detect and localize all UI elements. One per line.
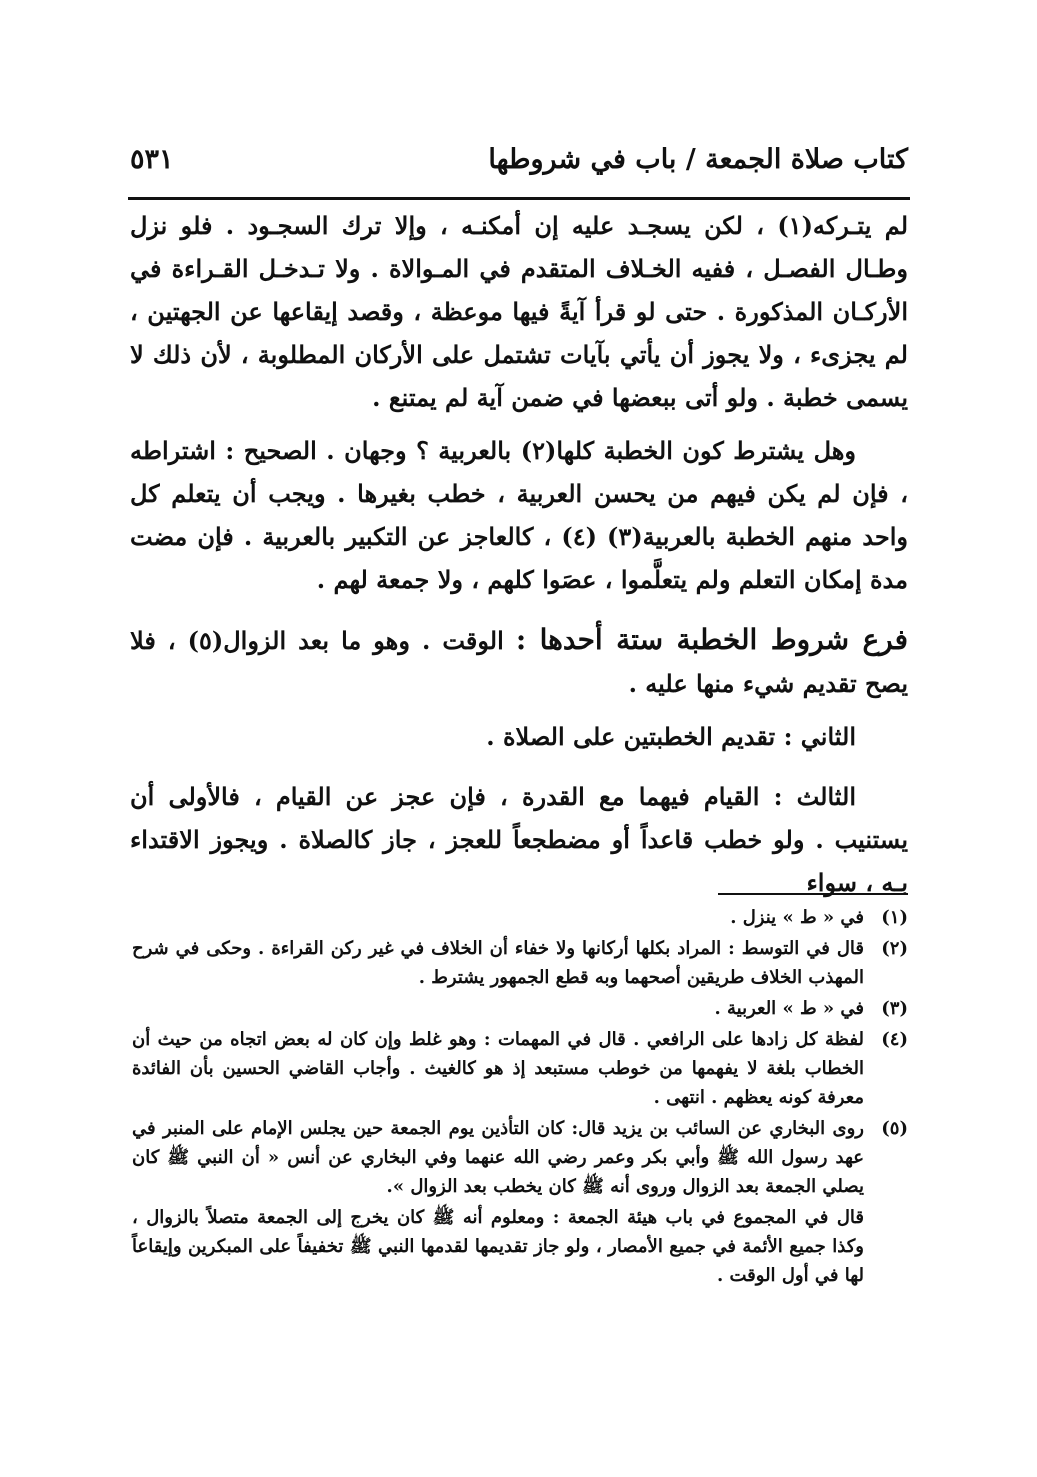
paragraph-3: [130, 618, 908, 705]
header-title: كتاب صلاة الجمعة / باب في شروطها: [488, 144, 908, 175]
branch-heading: فرع شروط الخطبة ستة أحدها :: [515, 623, 909, 656]
footnote-3: [132, 994, 908, 1023]
footnotes: [132, 903, 908, 1290]
paragraph-5: الثالث : القيام فيهما مع القدرة ، فإن عجز عن القيام ، فالأولى أن يستنيب . ولو خطب قاعداً أو مضطجعاً للعجز ، جاز كالصلاة . ويجوز الاقتداء بـه ، سواء: [130, 782, 908, 897]
footnote-text: في « ط » ينزل .: [730, 907, 864, 928]
footnote-text: لفظة كل زادها على الرافعي . قال في المهمات : وهو غلط وإن كان له بعض اتجاه من حيث أن الخطاب بلغة لا يفهمها من خوطب مستبعد إذ هو كالغيث . وأجاب القاضي الحسين بأن الفائدة معرفة كونه يعظهم . انتهى .: [132, 1029, 864, 1108]
footnote-number: (٥): [881, 1118, 908, 1139]
footnote-1: [132, 903, 908, 932]
running-header: [130, 140, 908, 190]
paragraph-3-text: الوقت . وهو ما بعد الزوال(٥) ، فلا يصح تقديم شيء منها عليه .: [130, 626, 908, 698]
header-divider: [128, 197, 910, 200]
footnote-2: [132, 934, 908, 992]
footnote-5-continuation: قال في المجموع في باب هيئة الجمعة : ومعلوم أنه ﷺ كان يخرج إلى الجمعة متصلاً بالزوال ، وكذا جميع الأئمة في جميع الأمصار ، ولو جاز تقديمها لقدمها النبي ﷺ تخفيفاً على المبكرين وإيقاعاً لها في أول الوقت .: [132, 1207, 864, 1286]
footnote-divider: [718, 893, 908, 895]
paragraph-1: لم يتـركه(١) ، لكن يسجـد عليه إن أمكنـه ، وإلا ترك السجـود . فلو نزل وطـال الفصـل ، ففيه الخـلاف المتقدم في المـوالاة . ولا تـدخـل القـراءة في الأركـان المذكورة . حتى لو قرأ آيةً فيها موعظة ، وقصد إيقاعها عن الجهتين ، لم يجزىء ، ولا يجوز أن يأتي بآيات تشتمل على الأركان المطلوبة ، لأن ذلك لا يسمى خطبة . ولو أتى ببعضها في ضمن آية لم يمتنع .: [130, 211, 908, 412]
footnote-number: (٤): [881, 1029, 908, 1050]
footnote-4: [132, 1025, 908, 1112]
footnote-text: قال في التوسط : المراد بكلها أركانها ولا خفاء أن الخلاف في غير ركن القراءة . وحكى في شرح المهذب الخلاف طريقين أصحهما وبه قطع الجمهور يشترط .: [132, 938, 864, 988]
paragraph-4: الثاني : تقديم الخطبتين على الصلاة .: [486, 722, 856, 751]
page-number: ٥٣١: [130, 144, 174, 175]
footnote-text: روى البخاري عن السائب بن يزيد قال: كان التأذين يوم الجمعة حين يجلس الإمام على المنبر في عهد رسول الله ﷺ وأبي بكر وعمر رضي الله عنهما وفي البخاري عن أنس « أن النبي ﷺ كان يصلي الجمعة بعد الزوال وروى أنه ﷺ كان يخطب بعد الزوال ».: [132, 1118, 864, 1197]
footnote-text: في « ط » العربية .: [714, 998, 864, 1019]
footnote-number: (١): [881, 907, 908, 928]
footnote-number: (٣): [881, 998, 908, 1019]
paragraph-2: وهل يشترط كون الخطبة كلها(٢) بالعربية ؟ وجهان . الصحيح : اشتراطه ، فإن لم يكن فيهم من يحسن العربية ، خطب بغيرها . ويجب أن يتعلم كل واحد منهم الخطبة بالعربية(٣) (٤) ، كالعاجز عن التكبير بالعربية . فإن مضت مدة إمكان التعلم ولم يتعلَّموا ، عصَوا كلهم ، ولا جمعة لهم .: [130, 436, 908, 594]
main-text: [130, 204, 908, 921]
footnote-number: (٢): [881, 938, 908, 959]
footnote-5: [132, 1114, 908, 1201]
